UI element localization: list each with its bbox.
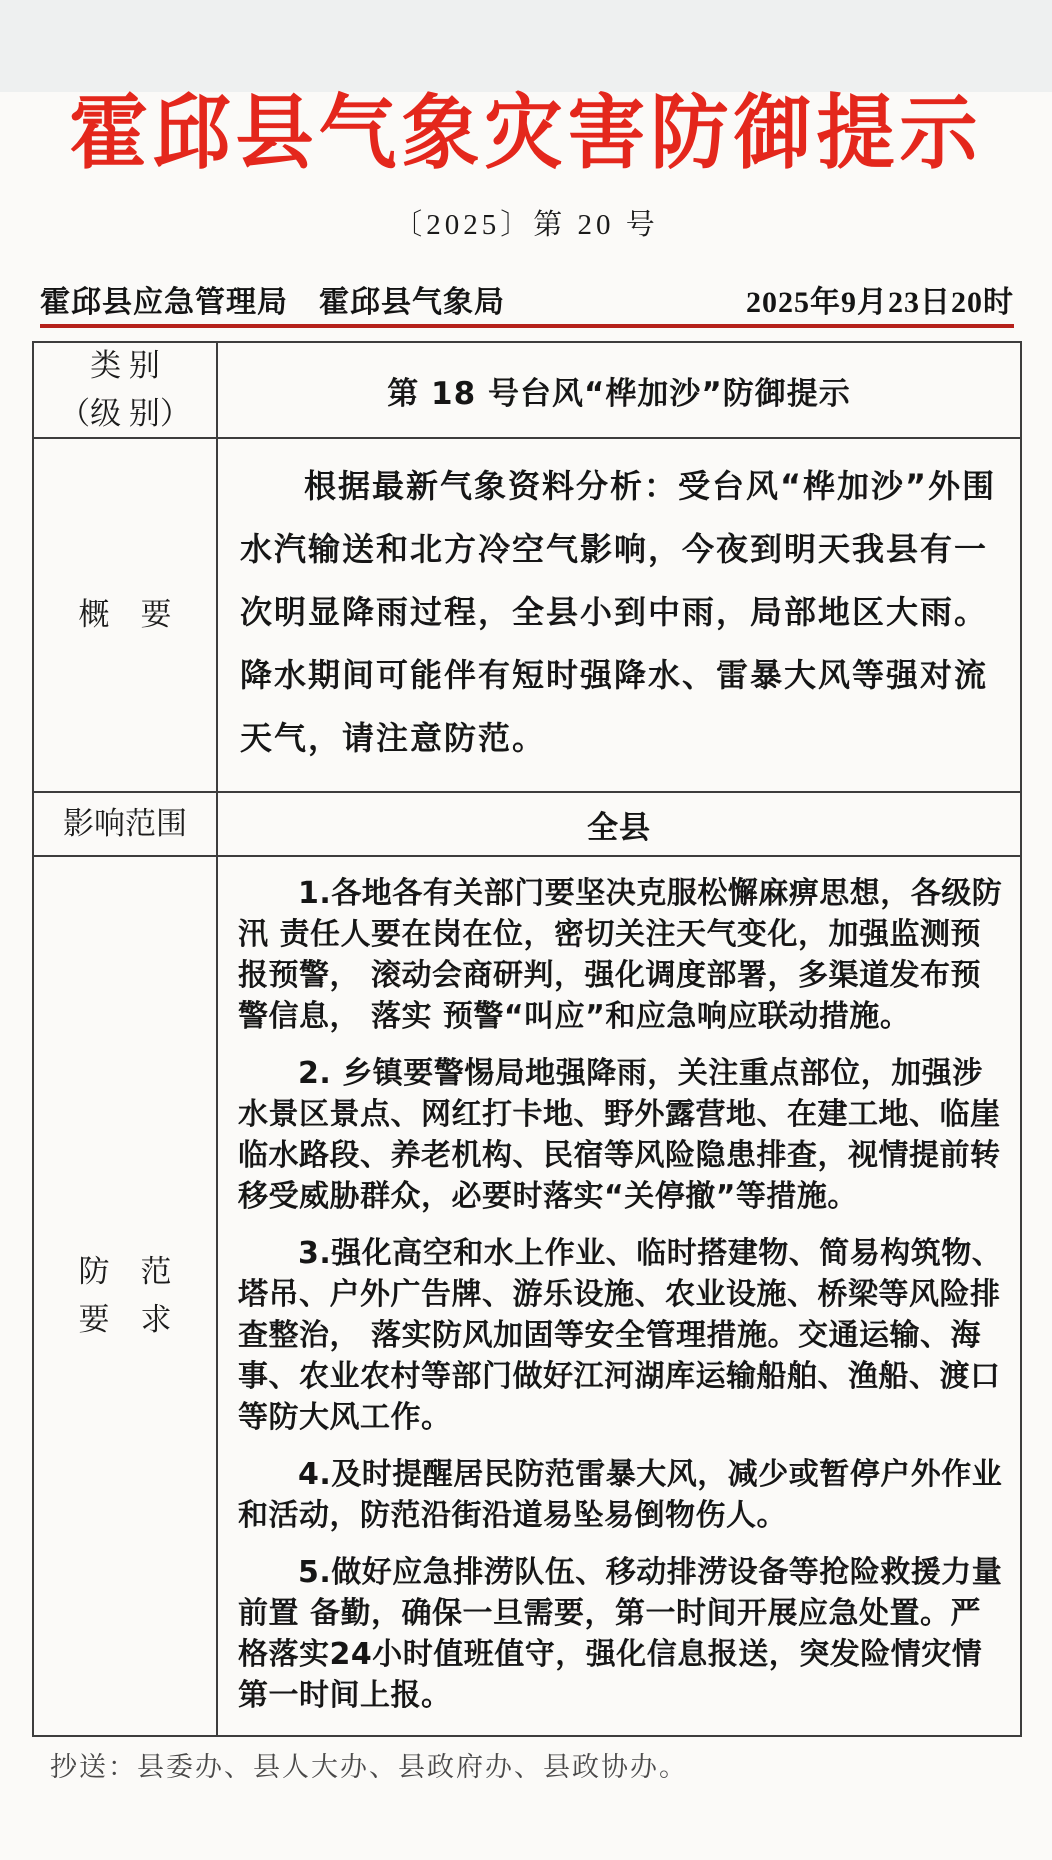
category-cell — [218, 343, 1020, 437]
scope-label-text: 影响范围 — [63, 806, 187, 842]
summary-cell — [218, 439, 1020, 791]
row-measures — [34, 855, 1020, 1735]
summary-text: 根据最新气象资料分析：受台风“桦加沙”外围水汽输送和北方冷空气影响，今夜到明天我县有一次明显降雨过程，全县小到中雨，局部地区大雨。降水期间可能伴有短时强降水、雷暴大风等强对流天气，请注意防范。 — [240, 467, 997, 758]
measure-item: 2. 乡镇要警惕局地强降雨，关注重点部位，加强涉水景区景点、网红打卡地、野外露营地、在建工地、临崖临水路段、养老机构、民宿等风险隐患排查，视情提前转移受威胁群众，必要时落实“关停撤”等措施。 — [238, 1056, 1001, 1215]
issuer-names: 霍邱县应急管理局 霍邱县气象局 — [40, 286, 505, 320]
row-summary — [34, 437, 1020, 791]
summary-label — [34, 439, 218, 791]
notice-page — [0, 87, 1052, 1860]
issue-datetime: 2025年9月23日20时 — [746, 286, 1014, 320]
category-label-line2: （级 别） — [59, 396, 191, 432]
measures-label-line1: 防 范 — [78, 1254, 172, 1290]
footer-clipped-line: 抄送：县委办、县人大办、县政府办、县政协办。 — [50, 1752, 688, 1783]
measures-label-line2: 要 求 — [78, 1302, 172, 1338]
category-label-line1: 类 别 — [90, 348, 160, 384]
category-label — [34, 343, 218, 437]
scope-value: 全县 — [587, 809, 651, 846]
notice-table — [32, 341, 1022, 1737]
page-title: 霍邱县气象灾害防御提示 — [69, 87, 983, 181]
scope-cell — [218, 793, 1020, 855]
row-category — [34, 343, 1020, 437]
row-scope — [34, 791, 1020, 855]
measures-cell — [218, 857, 1020, 1735]
summary-label-text: 概 要 — [78, 597, 172, 633]
measure-item: 1.各地各有关部门要坚决克服松懈麻痹思想，各级防汛 责任人要在岗在位，密切关注天气变化，加强监测预报预警， 滚动会商研判，强化调度部署，多渠道发布预警信息， 落实 预警“叫应”和应急响应联动措施。 — [238, 876, 1003, 1035]
measure-item: 3.强化高空和水上作业、临时搭建物、简易构筑物、塔吊、户外广告牌、游乐设施、农业设施、桥梁等风险排查整治， 落实防风加固等安全管理措施。交通运输、海事、农业农村等部门做好江河湖库运输船舶、渔船、渡口等防大风工作。 — [238, 1236, 1003, 1436]
issuer-row — [40, 277, 1014, 321]
scope-label — [34, 793, 218, 855]
red-divider — [40, 324, 1014, 328]
doc-number: 〔2025〕第 20 号 — [393, 209, 659, 242]
measures-label — [34, 857, 218, 1735]
measure-item: 4.及时提醒居民防范雷暴大风，减少或暂停户外作业和活动，防范沿街沿道易坠易倒物伤人。 — [238, 1457, 1003, 1534]
measure-item: 5.做好应急排涝队伍、移动排涝设备等抢险救援力量前置 备勤，确保一旦需要，第一时间开展应急处置。严格落实24小时值班值守，强化信息报送，突发险情灾情第一时间上报。 — [238, 1555, 1003, 1714]
category-value: 第 18 号台风“桦加沙”防御提示 — [387, 375, 851, 412]
measures-list — [218, 857, 1020, 1716]
